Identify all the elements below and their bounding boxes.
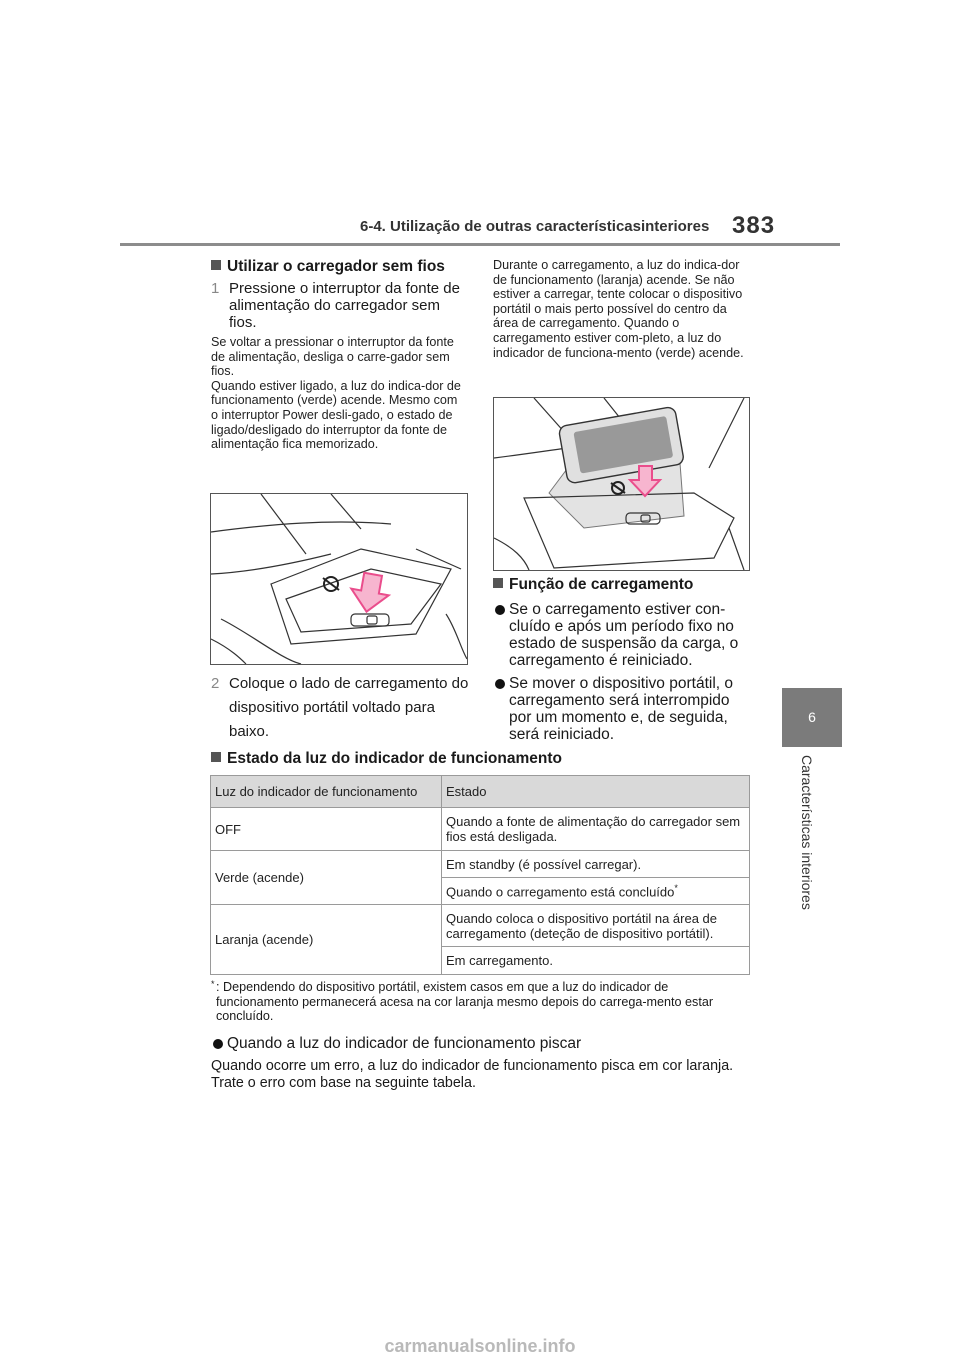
heading-charging-function (493, 576, 693, 594)
chapter-label-text: Características interiores (799, 755, 815, 910)
heading-marker-icon (211, 752, 221, 762)
bullet-move-device-text: Se mover o dispositivo portátil, o carregamento será interrompido por um momento e, de seguida, será reiniciado. (509, 675, 733, 743)
heading-indicator-status (211, 750, 562, 768)
bullet-dot-icon (495, 605, 505, 615)
table-cell: Laranja (acende) (211, 905, 442, 975)
charging-note: Durante o carregamento, a luz do indica-dor de funcionamento (laranja) acende. Se não estiver a carregar, tente colocar o dispositivo portátil o mais perto possível do centro da área de carregamento. Quando o carregamento estiver com-pleto, a luz do indicador de funciona-mento (verde) acende. (493, 258, 744, 360)
heading-charging-function-text: Função de carregamento (509, 576, 694, 593)
phone-on-charger-drawing (494, 398, 749, 570)
bullet-indicator-flashing-text: Quando a luz do indicador de funcionamento piscar (227, 1035, 582, 1052)
table-cell: Verde (acende) (211, 851, 442, 905)
step-2 (211, 672, 469, 740)
section-title: 6-4. Utilização de outras característicasinteriores (360, 218, 710, 235)
bullet-restart-charging-text: Se o carregamento estiver con-cluído e após um período fixo no estado de suspensão da carga, o carregamento é reiniciado. (509, 601, 739, 669)
footnote-text: : Dependendo do dispositivo portátil, existem casos em que a luz do indicador de funcionamento permanecerá acesa na cor laranja mesmo depois do carrega-mento estar concluído. (216, 980, 714, 1024)
flash-description: Quando ocorre um erro, a luz do indicador de funcionamento pisca em cor laranja. Trate o erro com base na seguinte tabela. (211, 1058, 734, 1091)
phone-on-charger-illustration (493, 397, 750, 571)
heading-use-charger (211, 258, 445, 276)
header-divider (120, 243, 840, 246)
footnote-mark: * (211, 979, 215, 989)
bullet-dot-icon (213, 1039, 223, 1049)
table-row (211, 851, 750, 878)
indicator-status-table (210, 775, 750, 975)
table-header-cell: Estado (442, 776, 750, 808)
step-2-number: 2 (211, 675, 220, 692)
watermark: carmanualsonline.info (384, 1336, 576, 1356)
step-1-number: 1 (211, 280, 220, 297)
heading-marker-icon (211, 260, 221, 270)
table-header-row (211, 776, 750, 808)
table-cell: Em carregamento. (442, 947, 750, 975)
table-cell: OFF (211, 808, 442, 851)
table-row (211, 808, 750, 851)
footnote-marker: * (674, 882, 678, 893)
charger-switch-illustration (210, 493, 468, 665)
step-1 (211, 280, 466, 331)
table-row (211, 905, 750, 947)
table-cell: Quando a fonte de alimentação do carregador sem fios está desligada. (442, 808, 750, 851)
table-header-cell: Luz do indicador de funcionamento (211, 776, 442, 808)
heading-use-charger-text: Utilizar o carregador sem fios (227, 258, 445, 275)
heading-marker-icon (493, 578, 503, 588)
page-number: 383 (732, 212, 776, 239)
heading-indicator-status-text: Estado da luz do indicador de funcionamento (227, 750, 562, 767)
chapter-tab: 6 (782, 688, 842, 747)
table-cell: Em standby (é possível carregar). (442, 851, 750, 878)
charger-switch-drawing (211, 494, 467, 664)
step-1-text: Pressione o interruptor da fonte de alimentação do carregador sem fios. (229, 280, 460, 331)
table-cell: Quando coloca o dispositivo portátil na área de carregamento (deteção de dispositivo portátil). (442, 905, 750, 947)
step-2-text: Coloque o lado de carregamento do dispositivo portátil voltado para baixo. (229, 675, 469, 740)
bullet-dot-icon (495, 679, 505, 689)
table-cell (442, 878, 750, 905)
chapter-label (795, 755, 819, 935)
step-1-note: Se voltar a pressionar o interruptor da fonte de alimentação, desliga o carre-gador sem fios. Quando estiver ligado, a luz do indica-dor de funcionamento (verde) acende. Mesmo com o interruptor Power desli-gado, o estado de ligado/desligado do interruptor da fonte de alimentação fica memorizado. (211, 335, 461, 452)
table-cell-text: Quando o carregamento está concluído (446, 884, 675, 900)
